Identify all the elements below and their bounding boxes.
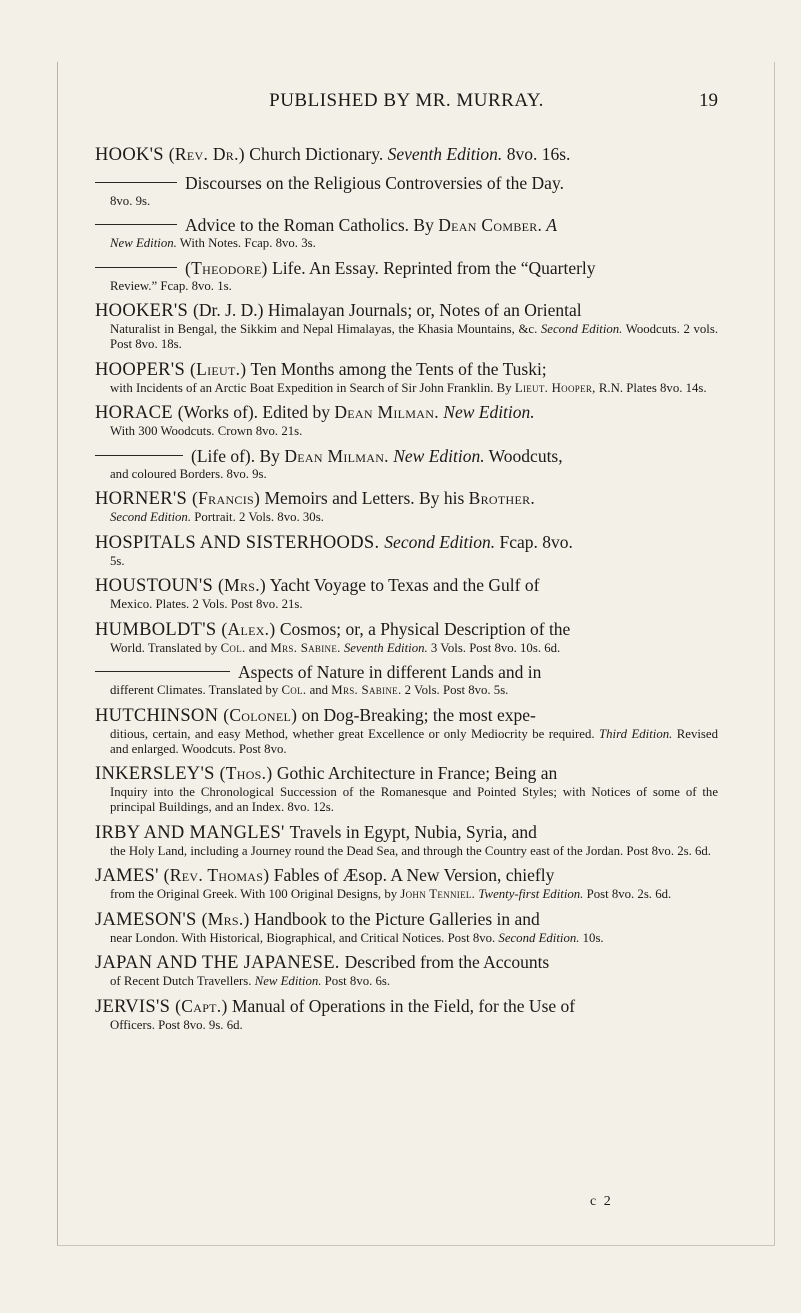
entry-detail: [95, 683, 718, 698]
catalogue-entry: [95, 619, 718, 656]
entry-detail-text: Revised and enlarged. Woodcuts. Post 8vo.: [110, 726, 718, 756]
entry-detail: [95, 554, 718, 569]
catalogue-entries: [95, 144, 718, 1039]
entry-title-line: [95, 952, 718, 974]
entry-text: (Thos.): [219, 763, 273, 783]
signature-mark: c 2: [590, 1194, 613, 1209]
entry-title-line: [95, 359, 718, 381]
entry-text: Fables of Æsop. A New Version, chiefly: [269, 865, 555, 885]
entry-detail-text: With Notes. Fcap. 8vo. 3s.: [176, 236, 316, 250]
entry-detail-text: Second Edition.: [498, 930, 580, 945]
entry-text: Described from the Accounts: [344, 952, 550, 972]
running-head: PUBLISHED BY MR. MURRAY.: [269, 90, 544, 111]
ditto-rule: [95, 224, 177, 225]
entry-detail-text: Seventh Edition.: [340, 640, 428, 655]
entry-text: (Alex.): [221, 618, 276, 639]
entry-detail-text: Naturalist in Bengal, the Sikkim and Nepal Himalayas, the Khasia Mountains, &c.: [110, 322, 541, 336]
catalogue-entry: [95, 952, 718, 989]
entry-text: New Edition.: [438, 402, 535, 422]
entry-detail-text: Post 8vo. 6s.: [321, 974, 391, 988]
entry-text: Memoirs and Letters. By his: [260, 488, 469, 508]
catalogue-entry: [95, 488, 718, 525]
entry-detail-text: Portrait. 2 Vols. 8vo. 30s.: [191, 510, 324, 524]
entry-heading: HORNER'S: [95, 489, 193, 509]
entry-detail-text: Mrs. Sabine.: [331, 683, 402, 697]
catalogue-entry: [95, 822, 718, 859]
entry-text: (Rev. Thomas): [163, 865, 270, 885]
entry-detail-text: of Recent Dutch Travellers.: [110, 974, 255, 988]
entry-text: on Dog-Breaking; the most expe-: [297, 704, 536, 725]
entry-detail: [95, 1018, 718, 1033]
entry-text: Cosmos; or, a Physical Description of the: [275, 618, 571, 639]
entry-detail-text: Second Edition.: [110, 510, 192, 524]
entry-detail-text: Col.: [281, 683, 307, 697]
entry-title-line: [95, 258, 718, 279]
entry-text: (Theodore): [185, 257, 268, 278]
entry-text: Gothic Architecture in France; Being an: [272, 763, 558, 783]
entry-heading: HOUSTOUN'S: [95, 576, 218, 596]
entry-text: (Dr. J. D.) Himalayan Journals; or, Notes of an Oriental: [193, 300, 582, 320]
entry-text: (Mrs.): [217, 575, 267, 595]
entry-title-line: [95, 446, 718, 467]
entry-heading: JAPAN AND THE JAPANESE.: [95, 953, 345, 973]
entry-detail: [95, 279, 718, 294]
ditto-rule: [95, 455, 183, 456]
entry-title-line: [95, 996, 718, 1018]
entry-title-line: [95, 909, 718, 931]
entry-detail-text: R.N. Plates 8vo. 14s.: [595, 380, 707, 395]
entry-detail: [95, 727, 718, 757]
entry-heading: HOSPITALS AND SISTERHOODS.: [95, 532, 385, 553]
catalogue-entry: [95, 173, 718, 209]
catalogue-entry: [95, 258, 718, 294]
entry-detail-text: Mexico. Plates. 2 Vols. Post 8vo. 21s.: [110, 597, 303, 611]
entry-detail-text: Woodcuts. 2 vols. Post 8vo. 18s.: [110, 322, 719, 351]
entry-text: (Colonel): [223, 704, 298, 725]
entry-text: Manual of Operations in the Field, for the Use of: [227, 995, 576, 1016]
entry-detail-text: and: [245, 640, 271, 655]
entry-title-line: [95, 488, 718, 510]
entry-detail-text: Third Edition.: [599, 726, 673, 741]
entry-detail: [95, 424, 718, 439]
entry-detail-text: 5s.: [110, 553, 125, 568]
entry-text: (Mrs.): [201, 908, 250, 929]
entry-text: A: [542, 215, 557, 235]
entry-text: Second Edition.: [384, 531, 496, 552]
entry-detail-text: and: [306, 683, 332, 697]
entry-heading: JAMES': [95, 866, 164, 886]
entry-title-line: [95, 173, 718, 194]
entry-detail: [95, 510, 718, 525]
entry-detail-text: Col.: [220, 640, 246, 655]
page-number: 19: [699, 90, 718, 111]
entry-detail-text: John Tenniel.: [400, 887, 476, 901]
ditto-rule: [95, 267, 177, 268]
catalogue-entry: [95, 532, 718, 569]
entry-title-line: [95, 763, 718, 785]
entry-text: Aspects of Nature in different Lands and in: [238, 662, 542, 682]
entry-detail: [95, 785, 718, 815]
catalogue-entry: [95, 446, 718, 482]
entry-detail-text: Lieut. Hooper,: [514, 380, 596, 395]
entry-detail: [95, 467, 718, 482]
entry-detail-text: 10s.: [579, 930, 604, 945]
page-header: [95, 90, 718, 116]
entry-title-line: [95, 865, 718, 887]
entry-heading: HOOK'S: [95, 145, 169, 165]
entry-text: 8vo. 16s.: [502, 144, 571, 164]
entry-text: Church Dictionary.: [244, 144, 388, 164]
entry-text: Brother.: [468, 488, 536, 508]
entry-detail-text: different Climates. Translated by: [110, 683, 282, 697]
entry-detail: [95, 322, 718, 352]
catalogue-entry: [95, 865, 718, 902]
entry-detail-text: from the Original Greek. With 100 Original Designs, by: [110, 887, 401, 901]
entry-text: (Rev. Dr.): [168, 144, 245, 164]
catalogue-entry: [95, 144, 718, 166]
entry-title-line: [95, 215, 718, 236]
entry-heading: HUMBOLDT'S: [95, 619, 222, 640]
catalogue-entry: [95, 575, 718, 612]
catalogue-entry: [95, 662, 718, 698]
entry-detail-text: with Incidents of an Arctic Boat Expedition in Search of Sir John Franklin. By: [110, 380, 515, 395]
ditto-rule: [95, 671, 230, 672]
ditto-rule: [95, 182, 177, 183]
entry-text: Fcap. 8vo.: [495, 531, 573, 552]
entry-text: New Edition.: [388, 445, 485, 466]
entry-detail: [95, 931, 718, 946]
entry-text: (Life of). By: [191, 445, 285, 466]
entry-detail-text: New Edition.: [110, 236, 177, 250]
entry-detail: [95, 194, 718, 209]
entry-heading: IRBY AND MANGLES': [95, 822, 290, 843]
entry-detail-text: Second Edition.: [540, 322, 623, 336]
entry-detail-text: Mrs. Sabine.: [270, 640, 341, 655]
entry-title-line: [95, 300, 718, 322]
entry-detail-text: With 300 Woodcuts. Crown 8vo. 21s.: [110, 424, 303, 438]
entry-text: Dean Milman.: [334, 402, 439, 422]
entry-text: Dean Comber.: [438, 215, 543, 235]
entry-text: (Francis): [192, 488, 261, 508]
entry-text: Seventh Edition.: [387, 144, 503, 164]
entry-detail-text: and coloured Borders. 8vo. 9s.: [110, 466, 267, 481]
entry-detail: [95, 597, 718, 612]
entry-title-line: [95, 822, 718, 844]
entry-title-line: [95, 705, 718, 727]
catalogue-entry: [95, 909, 718, 946]
entry-title-line: [95, 619, 718, 641]
entry-heading: HUTCHINSON: [95, 705, 224, 726]
entry-text: Advice to the Roman Catholics. By: [185, 215, 439, 235]
entry-heading: JAMESON'S: [95, 909, 202, 930]
entry-detail-text: ditious, certain, and easy Method, whether great Excellence or only Mediocrity be required.: [110, 726, 600, 741]
catalogue-entry: [95, 215, 718, 251]
entry-text: Travels in Egypt, Nubia, Syria, and: [289, 821, 537, 842]
entry-title-line: [95, 575, 718, 597]
entry-detail-text: 3 Vols. Post 8vo. 10s. 6d.: [427, 640, 561, 655]
entry-title-line: [95, 144, 718, 166]
entry-text: Yacht Voyage to Texas and the Gulf of: [266, 575, 540, 595]
entry-detail: [95, 381, 718, 396]
catalogue-entry: [95, 402, 718, 439]
entry-heading: HORACE: [95, 403, 178, 423]
entry-heading: HOOKER'S: [95, 301, 194, 321]
entry-heading: HOOPER'S: [95, 359, 190, 380]
entry-detail-text: World. Translated by: [110, 640, 221, 655]
entry-detail: [95, 974, 718, 989]
entry-text: Woodcuts,: [484, 445, 563, 466]
entry-text: Dean Milman.: [284, 445, 389, 466]
entry-title-line: [95, 402, 718, 424]
entry-detail-text: the Holy Land, including a Journey round the Dead Sea, and through the Country east of the Jordan. Post 8vo. 2s. 6d.: [110, 843, 711, 858]
entry-text: (Capt.): [175, 995, 228, 1016]
catalogue-entry: [95, 300, 718, 352]
catalogue-entry: [95, 763, 718, 815]
entry-detail-text: Post 8vo. 2s. 6d.: [583, 887, 672, 901]
entry-title-line: [95, 662, 718, 683]
entry-detail-text: Inquiry into the Chronological Succession of the Romanesque and Pointed Styles; with Notices of some of the principal Buildings, and an Index. 8vo. 12s.: [110, 785, 718, 814]
entry-detail: [95, 887, 718, 902]
entry-detail: [95, 236, 718, 251]
entry-detail-text: New Edition.: [254, 974, 322, 988]
entry-detail: [95, 641, 718, 656]
entry-text: Life. An Essay. Reprinted from the “Quarterly: [267, 257, 596, 278]
entry-detail-text: Officers. Post 8vo. 9s. 6d.: [110, 1017, 243, 1032]
entry-detail: [95, 844, 718, 859]
entry-text: Handbook to the Picture Galleries in and: [249, 908, 540, 929]
entry-heading: JERVIS'S: [95, 996, 176, 1017]
entry-text: Discourses on the Religious Controversies of the Day.: [185, 172, 564, 193]
entry-detail-text: near London. With Historical, Biographical, and Critical Notices. Post 8vo.: [110, 930, 499, 945]
entry-detail-text: 8vo. 9s.: [110, 193, 151, 208]
entry-text: (Works of). Edited by: [177, 402, 335, 422]
catalogue-entry: [95, 996, 718, 1033]
catalogue-entry: [95, 705, 718, 757]
entry-text: (Lieut.): [189, 358, 247, 379]
catalogue-entry: [95, 359, 718, 396]
entry-title-line: [95, 532, 718, 554]
entry-heading: INKERSLEY'S: [95, 764, 220, 784]
entry-text: Ten Months among the Tents of the Tuski;: [246, 358, 547, 379]
entry-detail-text: 2 Vols. Post 8vo. 5s.: [401, 683, 509, 697]
entry-detail-text: Twenty-first Edition.: [475, 887, 584, 901]
entry-detail-text: Review.” Fcap. 8vo. 1s.: [110, 278, 232, 293]
